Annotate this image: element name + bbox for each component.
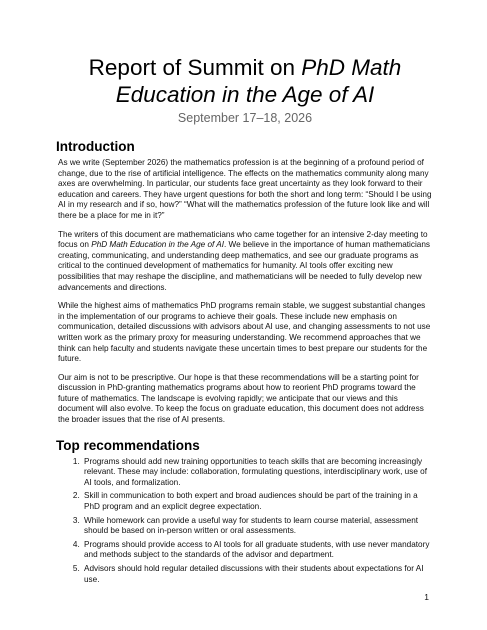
list-item: 3. While homework can provide a useful way for students to learn course material, assessment should be based on in-person written or oral assessments. (82, 516, 432, 537)
recommendations-heading: Top recommendations (56, 437, 200, 453)
document-page (58, 54, 432, 588)
introduction-heading: Introduction (56, 139, 135, 154)
intro-paragraph-4: Our aim is not to be prescriptive. Our hope is that these recommendations will be a starting point for discussion in PhD-granting mathematics programs about how to reorient PhD programs toward the future of mathematics. The landscape is evolving rapidly; we anticipate that our views and this document will also evolve. To keep the focus on graduate education, this document does not address the broader issues that the rise of AI presents. (58, 372, 424, 425)
recommendations-list (58, 457, 432, 586)
title-line1-italic: PhD Math (301, 55, 402, 80)
document-title (58, 54, 432, 108)
list-item: 2. Skill in communication to both expert and broad audiences should be part of the training in a PhD program and an explicit degree expectation. (82, 491, 432, 512)
list-item: 4. Programs should provide access to AI tools for all graduate students, with use never mandatory and methods subject to the standards of the advisor and department. (82, 540, 432, 561)
list-item: 1. Programs should add new training opportunities to teach skills that are becoming increasingly relevant. These may include: collaboration, formulating questions, interdisciplinary work, use of AI tools, and formalization. (82, 457, 432, 489)
intro-paragraph-1: As we write (September 2026) the mathematics profession is at the beginning of a profound period of change, due to the rise of artificial intelligence. The effects on the mathematics community along many axes are overwhelming. In particular, our students face great uncertainty as they look forward to their education and careers. They have urgent questions for both the short and long term: “Should I be using AI in my research and if so, how?” “What will the mathematics profession of the future look like and will there be a place for me in it?” (58, 158, 432, 220)
document-date: September 17–18, 2026 (177, 111, 313, 125)
intro-paragraph-2: The writers of this document are mathematicians who came together for an intensive 2-day meeting to focus on PhD Math Education in the Age of AI. We believe in the importance of human mathematicians creating, communicating, and understanding deep mathematics, and see our graduate programs as critical to the continued development of mathematics for humanity. AI tools offer exciting new possibilities that may reshape the discipline, and mathematicians will be needed to fully develop new advancements and directions. (58, 229, 430, 292)
page-number: 1 (424, 592, 429, 602)
title-line2-italic: Education in the Age of AI (115, 82, 375, 107)
intro-paragraph-3: While the highest aims of mathematics PhD programs remain stable, we suggest substantial changes in the implementation of our programs to achieve their goals. These include new emphasis on communication, detailed discussions with advisors about AI use, and changing assessments to not use written work as the primary proxy for measuring understanding. We recommend approaches that we think can help faculty and students navigate these uncertain times to best prepare our students for the future. (58, 301, 431, 364)
title-line1-plain: Report of Summit on (88, 55, 302, 80)
list-item: 5. Advisors should hold regular detailed discussions with their students about expectations for AI use. (82, 564, 432, 585)
